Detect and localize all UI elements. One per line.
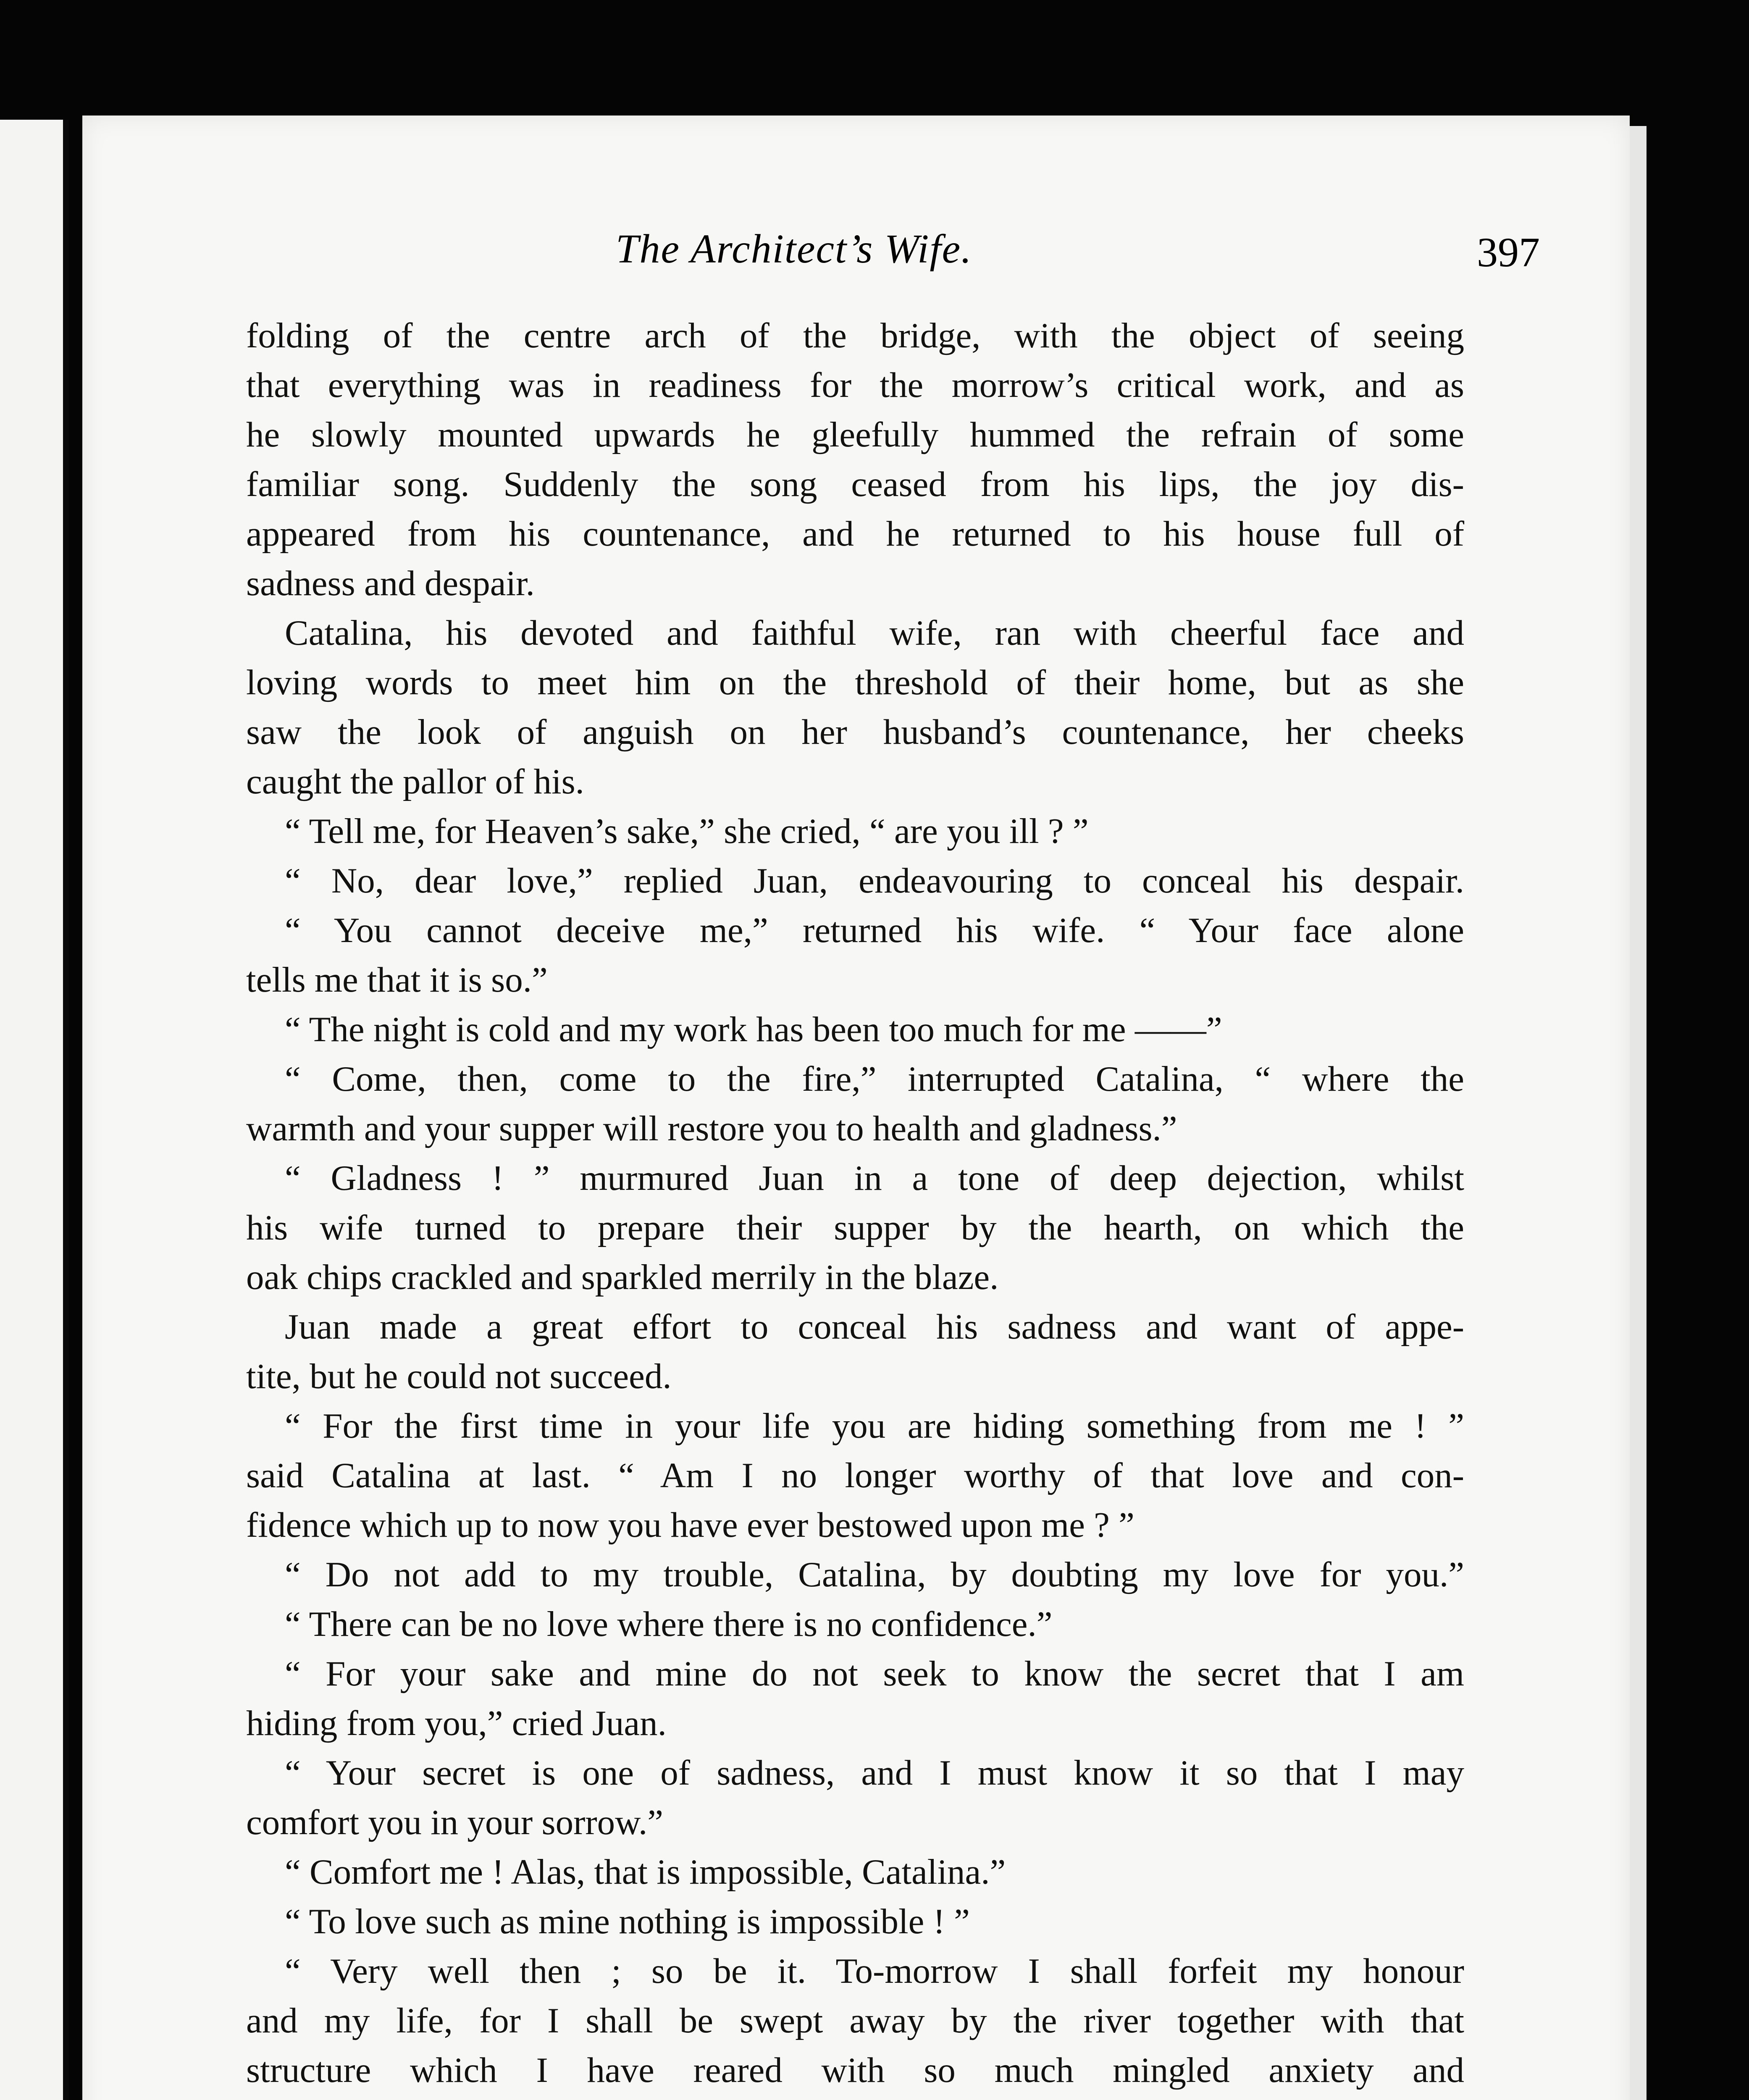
text-line: loving words to meet him on the threshold of their home, but as she xyxy=(246,663,1464,702)
text-line: said Catalina at last. “ Am I no longer worthy of that love and con- xyxy=(246,1456,1464,1495)
text-line: familiar song. Suddenly the song ceased from his lips, the joy dis- xyxy=(246,465,1464,504)
text-line: his wife turned to prepare their supper by the hearth, on which the xyxy=(246,1208,1464,1247)
text-line: structure which I have reared with so much mingled anxiety and xyxy=(246,2050,1464,2090)
text-line: saw the look of anguish on her husband’s countenance, her cheeks xyxy=(246,712,1464,752)
book-page xyxy=(82,116,1630,2100)
text-line xyxy=(246,2095,1464,2100)
text-line: “ Tell me, for Heaven’s sake,” she cried, “ are you ill ? ” xyxy=(285,811,1089,851)
previous-page-edge xyxy=(0,120,69,2100)
text-line: he slowly mounted upwards he gleefully hummed the refrain of some xyxy=(246,415,1464,454)
text-line: “ Come, then, come to the fire,” interrupted Catalina, “ where the xyxy=(285,1059,1464,1099)
text-line: “ The night is cold and my work has been too much for me ——” xyxy=(285,1010,1222,1049)
text-line: “ For your sake and mine do not seek to know the secret that I am xyxy=(285,1654,1464,1693)
text-line: “ For the first time in your life you are hiding something from me ! ” xyxy=(285,1406,1464,1446)
text-line: hiding from you,” cried Juan. xyxy=(246,1704,667,1743)
page-number: 397 xyxy=(1477,229,1540,276)
running-title: The Architect’s Wife. xyxy=(616,226,972,272)
text-line: “ You cannot deceive me,” returned his wife. “ Your face alone xyxy=(285,911,1464,950)
body-text xyxy=(246,311,1464,2100)
text-line: “ Comfort me ! Alas, that is impossible, Catalina.” xyxy=(285,1852,1006,1892)
text-line: Catalina, his devoted and faithful wife, ran with cheerful face and xyxy=(285,613,1464,653)
text-line: comfort you in your sorrow.” xyxy=(246,1803,664,1842)
text-line: caught the pallor of his. xyxy=(246,762,584,801)
text-line: tells me that it is so.” xyxy=(246,960,548,1000)
text-line: appeared from his countenance, and he returned to his house full of xyxy=(246,514,1464,554)
text-line: “ Your secret is one of sadness, and I must know it so that I may xyxy=(285,1753,1464,1793)
text-line: and my life, for I shall be swept away by the river together with that xyxy=(246,2001,1464,2040)
text-line: warmth and your supper will restore you to health and gladness.” xyxy=(246,1109,1177,1148)
text-line: tite, but he could not succeed. xyxy=(246,1357,672,1396)
text-line: fidence which up to now you have ever bestowed upon me ? ” xyxy=(246,1505,1134,1545)
text-line: Juan made a great effort to conceal his sadness and want of appe- xyxy=(285,1307,1464,1347)
text-line: “ Gladness ! ” murmured Juan in a tone of deep dejection, whilst xyxy=(285,1158,1464,1198)
text-line: that everything was in readiness for the morrow’s critical work, and as xyxy=(246,365,1464,405)
text-line: sadness and despair. xyxy=(246,564,535,603)
text-line: folding of the centre arch of the bridge, with the object of seeing xyxy=(246,316,1464,355)
page-right-edge xyxy=(1630,126,1647,2100)
text-line: “ No, dear love,” replied Juan, endeavouring to conceal his despair. xyxy=(285,861,1464,900)
text-line: oak chips crackled and sparkled merrily in the blaze. xyxy=(246,1257,999,1297)
text-line: “ To love such as mine nothing is impossible ! ” xyxy=(285,1902,970,1941)
text-line: “ There can be no love where there is no confidence.” xyxy=(285,1604,1053,1644)
text-line: “ Do not add to my trouble, Catalina, by doubting my love for you.” xyxy=(285,1555,1464,1594)
text-line: “ Very well then ; so be it. To-morrow I shall forfeit my honour xyxy=(285,1951,1464,1991)
